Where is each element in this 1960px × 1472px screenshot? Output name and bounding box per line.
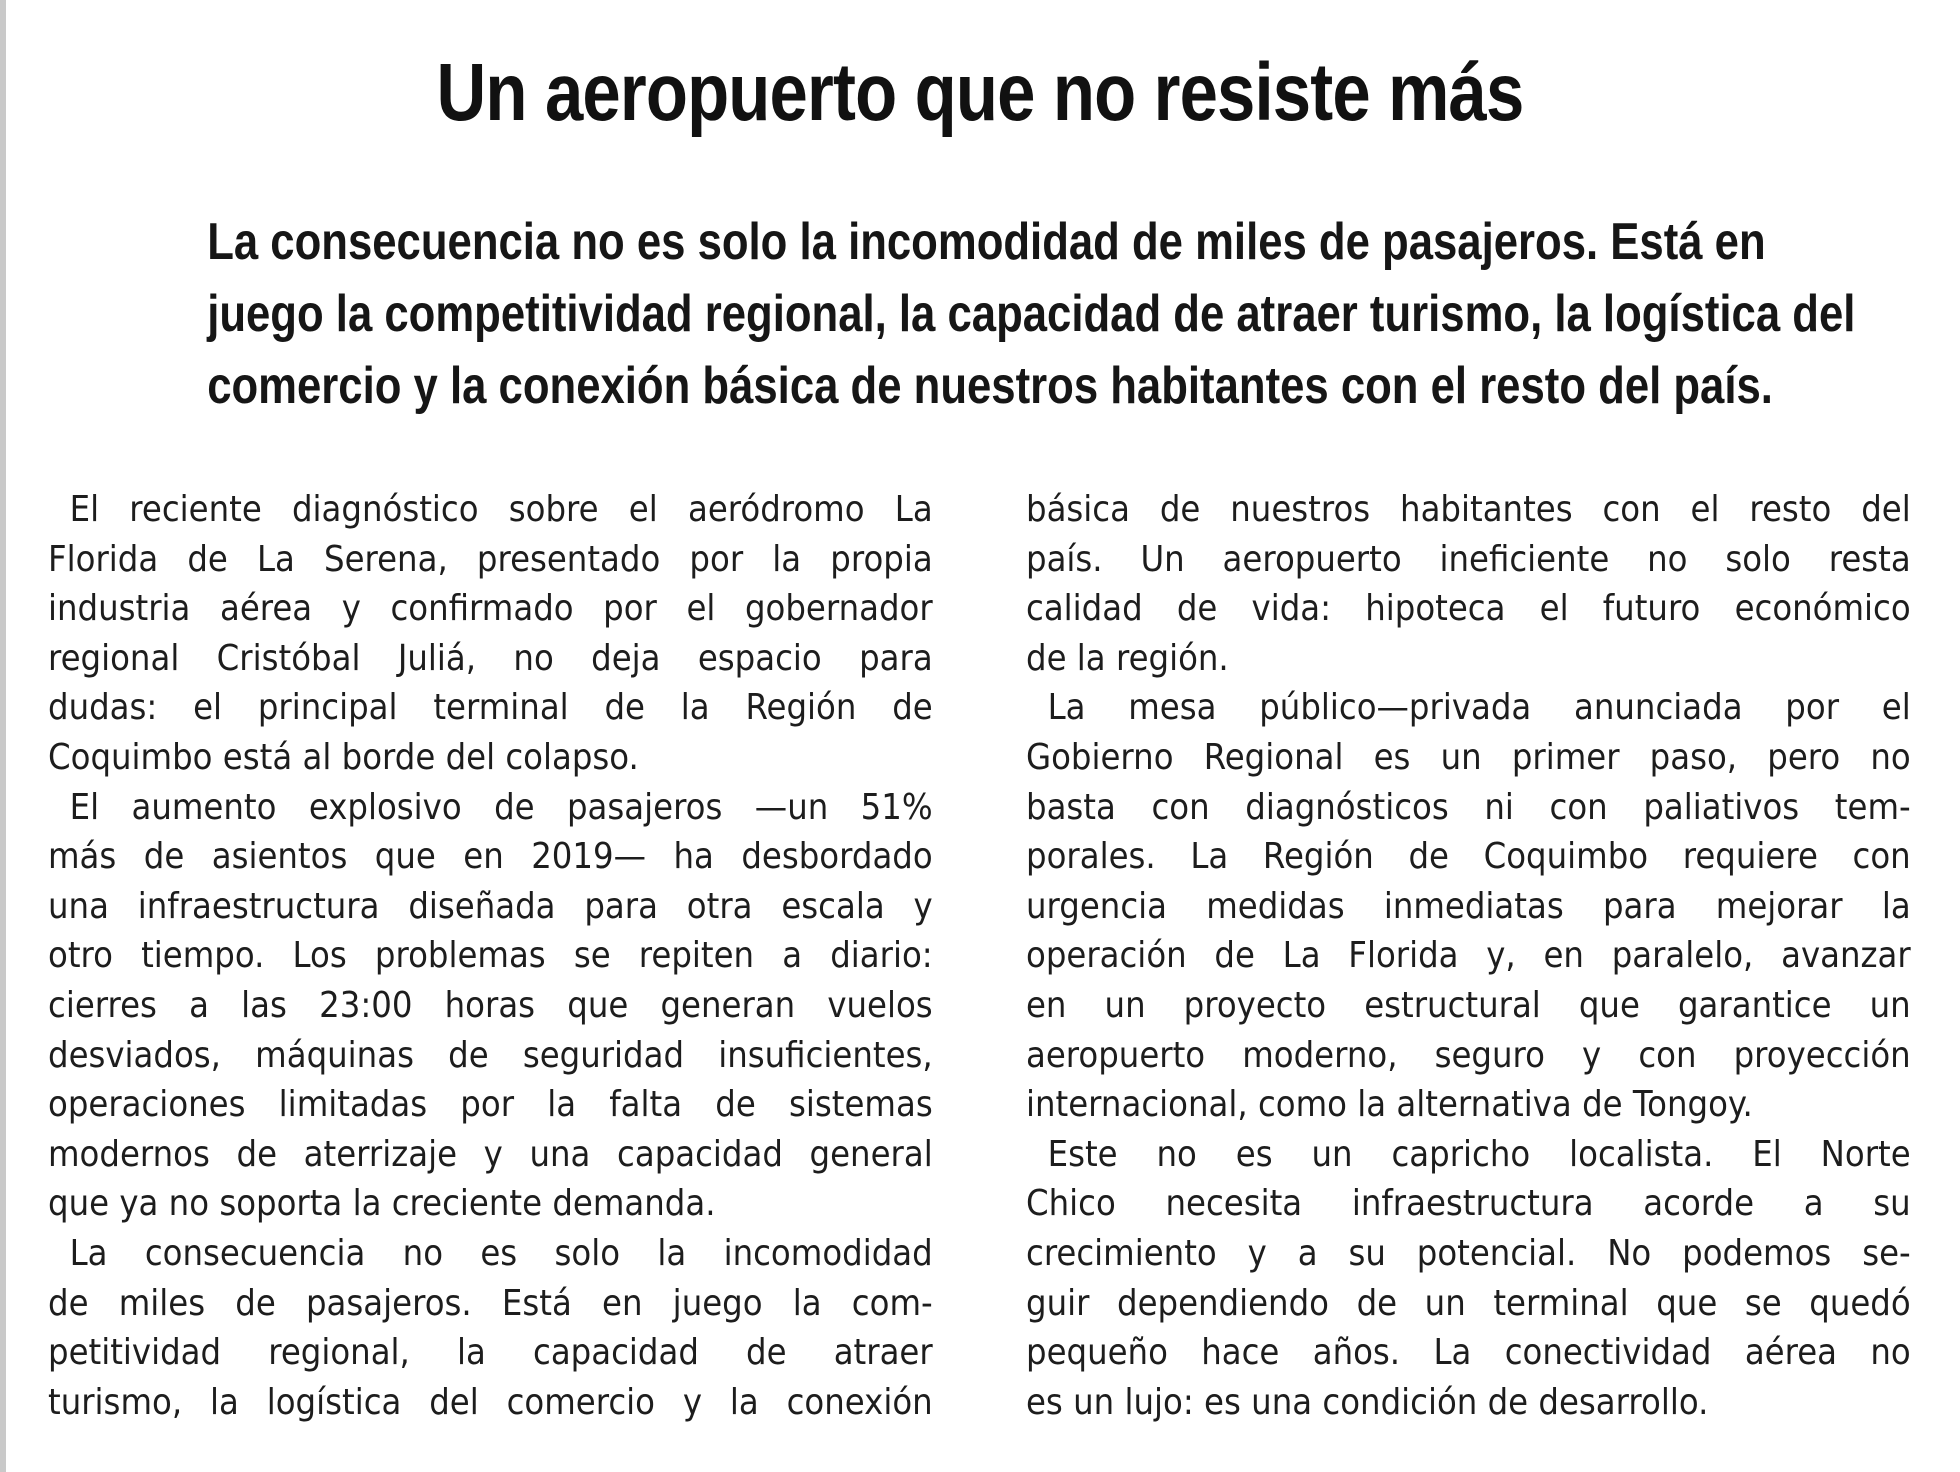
body-line: industria aérea y confirmado por el gobernador — [48, 588, 933, 630]
body-line: pequeño hace años. La conectividad aérea no — [1026, 1332, 1911, 1374]
body-line: aeropuerto moderno, seguro y con proyección — [1026, 1034, 1911, 1076]
body-line: urgencia medidas inmediatas para mejorar la — [1026, 885, 1911, 927]
body-line: es un lujo: es una condición de desarrollo. — [1026, 1381, 1709, 1423]
deck-subheadline — [60, 206, 1900, 422]
body-line: El aumento explosivo de pasajeros —un 51% — [69, 786, 933, 828]
body-line: basta con diagnósticos ni con paliativos tem- — [1026, 786, 1911, 828]
deck-line: juego la competitividad regional, la capacidad de atraer turismo, la logística del — [207, 285, 1856, 343]
body-line: básica de nuestros habitantes con el resto del — [1026, 489, 1911, 530]
body-line: otro tiempo. Los problemas se repiten a diario: — [48, 935, 933, 977]
body-column-left — [48, 485, 933, 1427]
body-line: de la región. — [1026, 637, 1229, 679]
body-line: Chico necesita infraestructura acorde a su — [1026, 1183, 1911, 1225]
body-line: petitividad regional, la capacidad de atraer — [48, 1332, 933, 1374]
body-line: Florida de La Serena, presentado por la propia — [48, 538, 933, 580]
body-line: internacional, como la alternativa de Tongoy. — [1026, 1084, 1753, 1126]
body-line: porales. La Región de Coquimbo requiere con — [1026, 836, 1911, 878]
body-line: en un proyecto estructural que garantice un — [1026, 984, 1911, 1026]
body-line: más de asientos que en 2019— ha desbordado — [48, 836, 933, 878]
body-line: operación de La Florida y, en paralelo, avanzar — [1026, 935, 1911, 977]
body-line: El reciente diagnóstico sobre el aeródromo La — [69, 489, 933, 530]
body-line: regional Cristóbal Juliá, no deja espacio para — [48, 637, 933, 679]
body-line: crecimiento y a su potencial. No podemos se- — [1026, 1232, 1911, 1274]
deck-line: La consecuencia no es solo la incomodidad de miles de pasajeros. Está en — [207, 213, 1766, 271]
body-line: guir dependiendo de un terminal que se quedó — [1026, 1282, 1911, 1324]
body-line: Coquimbo está al borde del colapso. — [48, 736, 639, 778]
body-line: país. Un aeropuerto ineficiente no solo resta — [1026, 538, 1911, 580]
body-line: que ya no soporta la creciente demanda. — [48, 1183, 716, 1225]
body-line: cierres a las 23:00 horas que generan vuelos — [48, 984, 933, 1026]
body-line: dudas: el principal terminal de la Región de — [48, 687, 933, 729]
body-line: La consecuencia no es solo la incomodidad — [69, 1232, 933, 1274]
body-line: una infraestructura diseñada para otra escala y — [48, 885, 933, 927]
body-line: Este no es un capricho localista. El Norte — [1047, 1133, 1911, 1175]
headline: Un aeropuerto que no resiste más — [436, 47, 1524, 138]
body-line: Gobierno Regional es un primer paso, pero no — [1026, 736, 1911, 778]
body-column-right — [1026, 485, 1911, 1427]
body-line: calidad de vida: hipoteca el futuro económico — [1026, 588, 1911, 630]
body-line: La mesa público—privada anunciada por el — [1047, 687, 1911, 729]
body-line: turismo, la logística del comercio y la conexión — [48, 1381, 933, 1423]
body-line: de miles de pasajeros. Está en juego la com- — [48, 1282, 933, 1324]
body-line: desviados, máquinas de seguridad insuficientes, — [48, 1034, 933, 1076]
body-line: modernos de aterrizaje y una capacidad general — [48, 1133, 933, 1175]
body-line: operaciones limitadas por la falta de sistemas — [48, 1084, 933, 1126]
deck-line: comercio y la conexión básica de nuestros habitantes con el resto del país. — [207, 357, 1773, 415]
